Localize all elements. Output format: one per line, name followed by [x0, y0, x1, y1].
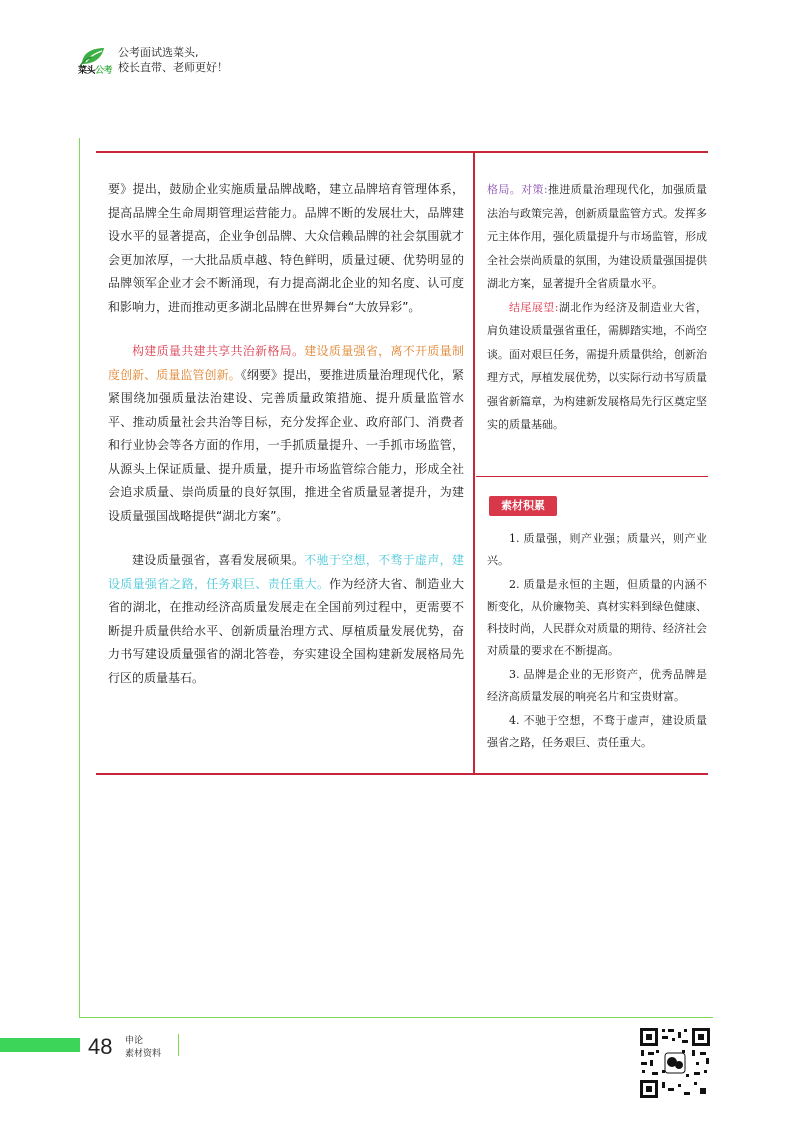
page-frame-left-line	[79, 138, 80, 1018]
analysis-conclusion	[487, 296, 707, 437]
paragraph-text: 《纲要》提出，要推进质量治理现代化，紧紧围绕加强质量法治建设、完善质量政策措施、提升质量监管水平、推动质量社会共治等目标，充分发挥企业、政府部门、消费者和行业协会等各方面的作用，一手抓质量提升、一手抓市场监管，从源头上保证质量、提升质量，提升市场监管综合能力，形成全社会追求质量、崇尚质量的良好氛围，推进全省质量显著提升，为建设质量强国战略提供“湖北方案”。	[108, 367, 464, 523]
footer-label-line-2: 素材资料	[125, 1049, 162, 1059]
article-paragraph-2	[108, 340, 464, 528]
paragraph-lead: 建设质量强省，喜看发展硕果。	[132, 553, 305, 567]
conclusion-text: 湖北作为经济及制造业大省，肩负建设质量强省重任，需脚踏实地，不尚空谈。面对艰巨任务，需提升质量供给，创新治理方式，厚植发展优势，以实际行动书写质量强省新篇章，为构建新发展格局先行区奠定坚实的质量基础。	[487, 300, 707, 431]
page-number: 48	[88, 1034, 113, 1059]
page-frame-bottom-line	[79, 1017, 713, 1018]
analysis-notes	[487, 178, 707, 437]
list-item: 4. 不驰于空想，不骛于虚声，建设质量强省之路，任务艰巨、责任重大。	[487, 714, 707, 749]
highlight-cyan: 不驰于空想，不骛于虚声，建设质量强省之路，任务艰巨、责任重大。	[108, 553, 464, 591]
paragraph-text: 作为经济大省、制造业大省的湖北，在推动经济高质量发展走在全国前列过程中，更需要不断提升质量供给水平、创新质量治理方式、厚植质量发展优势，奋力书写建设质量强省的湖北答卷，夯实建设全国构建新发展格局先行区的质量基石。	[108, 576, 464, 685]
brand-name: 菜头	[78, 66, 96, 76]
right-column-divider	[476, 476, 708, 477]
slogan-line-2: 校长直带、老师更好！	[118, 61, 228, 74]
column-divider	[473, 152, 475, 774]
footer-section-label	[125, 1035, 161, 1061]
footer-green-bar	[0, 1038, 80, 1052]
brand-name-accent: 公考	[95, 66, 113, 76]
list-item: 2. 质量是永恒的主题，但质量的内涵不断变化，从价廉物美、真材实料到绿色健康、科技时尚，人民群众对质量的期待、经济社会对质量的要求在不断提高。	[487, 578, 707, 657]
material-accumulation-list	[487, 528, 707, 756]
main-article	[108, 178, 464, 711]
conclusion-label: 结尾展望:	[509, 300, 559, 314]
section-heading: 构建质量共建共享共治新格局。	[132, 344, 305, 358]
header-slogan	[118, 45, 228, 75]
qr-code-icon[interactable]	[638, 1026, 712, 1100]
footer-separator	[178, 1034, 179, 1056]
article-paragraph-1: 要》提出，鼓励企业实施质量品牌战略，建立品牌培育管理体系，提高品牌全生命周期管理运营能力。品牌不断的发展壮大，品牌建设水平的显著提高，企业争创品牌、大众信赖品牌的社会氛围就才会更加浓厚，一大批品质卓越、特色鲜明，质量过硬、优势明显的品牌领军企业才会不断涌现，有力提高湖北企业的知名度、认可度和影响力，进而推动更多湖北品牌在世界舞台“大放异彩”。	[108, 182, 464, 314]
countermeasure-label: 格局。对策:	[487, 183, 548, 196]
slogan-line-1: 公考面试选菜头,	[118, 46, 199, 59]
top-rule	[96, 151, 708, 153]
list-item: 1. 质量强，则产业强；质量兴，则产业兴。	[487, 532, 707, 567]
countermeasure-text: 推进质量治理现代化，加强质量法治与政策完善，创新质量监管方式。发挥多元主体作用，强化质量提升与市场监管，形成全社会崇尚质量的氛围，为建设质量强国提供湖北方案，显著提升全省质量水平。	[487, 183, 707, 290]
brand-logo-text	[78, 63, 112, 76]
list-item: 3. 品牌是企业的无形资产，优秀品牌是经济高质量发展的响亮名片和宝贵财富。	[487, 668, 707, 703]
material-accumulation-badge: 素材积累	[489, 496, 557, 516]
bottom-rule	[96, 773, 708, 775]
footer-label-line-1: 申论	[125, 1036, 144, 1046]
highlight-orange: 建设质量强省，离不开质量制度创新、质量监管创新。	[108, 344, 464, 382]
analysis-countermeasure	[487, 178, 707, 296]
article-paragraph-3	[108, 549, 464, 690]
